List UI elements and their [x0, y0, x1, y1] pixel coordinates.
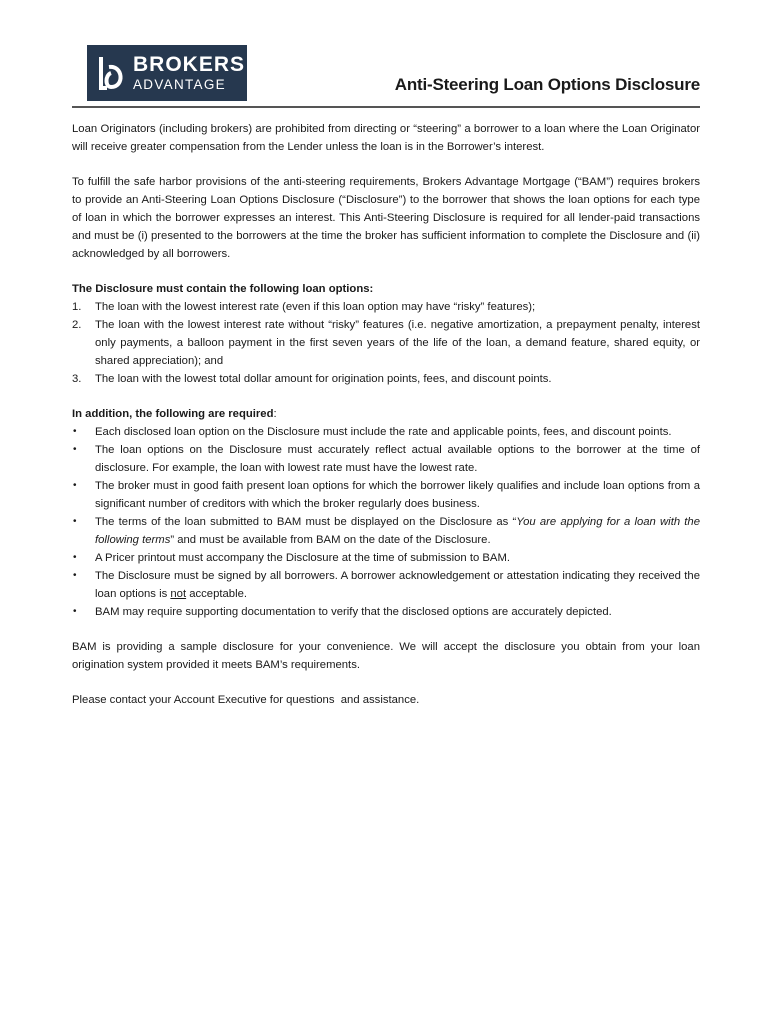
list-item — [72, 477, 700, 513]
bullet-icon: • — [73, 552, 77, 563]
list-item — [72, 298, 700, 316]
list-item — [72, 441, 700, 477]
list-item-text: The loan with the lowest interest rate without “risky” features (i.e. negative amortization, a prepayment penalty, interest only payments, a balloon payment in the first seven years of the life of the loan, a demand feature, shared equity, or shared appreciation); and — [95, 319, 700, 367]
bullet-icon: • — [73, 516, 77, 527]
list-item-text: BAM may require supporting documentation to verify that the disclosed options are accurately depicted. — [95, 606, 612, 618]
document-title: Anti-Steering Loan Options Disclosure — [394, 75, 700, 94]
list-item — [72, 513, 700, 549]
b-monogram-icon — [93, 45, 131, 101]
intro-paragraph: Loan Originators (including brokers) are prohibited from directing or “steering” a borrower to a loan where the Loan Originator will receive greater compensation from the Lender unless the loan is in the Borrower’s interest. — [72, 123, 700, 153]
contact-paragraph: Please contact your Account Executive for questions and assistance. — [72, 694, 420, 706]
text-segment: The terms of the loan submitted to BAM must be displayed on the Disclosure as “ — [95, 516, 517, 528]
list-item — [72, 316, 700, 370]
bullet-icon: • — [73, 480, 77, 491]
list-item-text: The broker must in good faith present loan options for which the borrower likely qualifies and include loan options from a significant number of creditors with which the broker regularly does business. — [95, 480, 700, 510]
title-divider — [72, 106, 700, 108]
list-item — [72, 423, 700, 441]
list-item — [72, 549, 700, 567]
list-item — [72, 567, 700, 603]
loan-options-list — [72, 298, 700, 388]
list-number: 2. — [72, 319, 82, 331]
bullet-icon: • — [73, 426, 77, 437]
text-segment: acceptable. — [186, 588, 248, 600]
logo-line-2: ADVANTAGE — [133, 77, 226, 93]
list-number: 1. — [72, 301, 82, 313]
bullet-icon: • — [73, 444, 77, 455]
bullet-icon: • — [73, 570, 77, 581]
list-item — [72, 603, 700, 621]
list-item-text: The loan options on the Disclosure must accurately reflect actual available options to the borrower at the time of disclosure. For example, the loan with lowest rate must have the lowest rate. — [95, 444, 700, 474]
requirements-list — [72, 423, 700, 621]
document-body — [72, 120, 700, 709]
list-item-text: Each disclosed loan option on the Disclosure must include the rate and applicable points, fees, and discount points. — [95, 426, 672, 438]
logo-text — [133, 54, 245, 92]
required-heading-line — [72, 405, 700, 423]
list-item-text: The loan with the lowest total dollar amount for origination points, fees, and discount points. — [95, 373, 552, 385]
list-item-text — [95, 516, 700, 546]
list-item — [72, 370, 700, 388]
list-number: 3. — [72, 373, 82, 385]
list-item-text — [95, 570, 700, 600]
italic-phrase: You are applying for a loan with the following terms — [95, 516, 700, 546]
text-segment: ” and must be available from BAM on the date of the Disclosure. — [170, 534, 491, 546]
options-heading: The Disclosure must contain the following loan options: — [72, 283, 374, 295]
underlined-word: not — [170, 588, 187, 600]
list-item-text: The loan with the lowest interest rate (even if this loan option may have “risky” features); — [95, 301, 536, 313]
text-segment: The Disclosure must be signed by all borrowers. A borrower acknowledgement or attestation indicating they received the loan options is — [95, 570, 700, 600]
required-heading: In addition, the following are required — [72, 408, 274, 420]
list-item-text: A Pricer printout must accompany the Disclosure at the time of submission to BAM. — [95, 552, 511, 564]
sample-paragraph: BAM is providing a sample disclosure for your convenience. We will accept the disclosure you obtain from your loan origination system provided it meets BAM’s requirements. — [72, 641, 700, 671]
bullet-icon: • — [73, 606, 77, 617]
safe-harbor-paragraph: To fulfill the safe harbor provisions of the anti-steering requirements, Brokers Advantage Mortgage (“BAM”) requires brokers to provide an Anti-Steering Loan Options Disclosure (“Disclosure”) to the borrower that shows the loan options for each type of loan in which the borrower expresses an interest. This Anti-Steering Disclosure is required for all lender-paid transactions and must be (i) presented to the borrowers at the time the broker has sufficient information to complete the Disclosure and (ii) acknowledged by all borrowers. — [72, 176, 700, 260]
logo-line-1: BROKERS — [133, 53, 246, 77]
brokers-advantage-logo — [87, 45, 247, 101]
required-heading-colon: : — [273, 408, 277, 420]
